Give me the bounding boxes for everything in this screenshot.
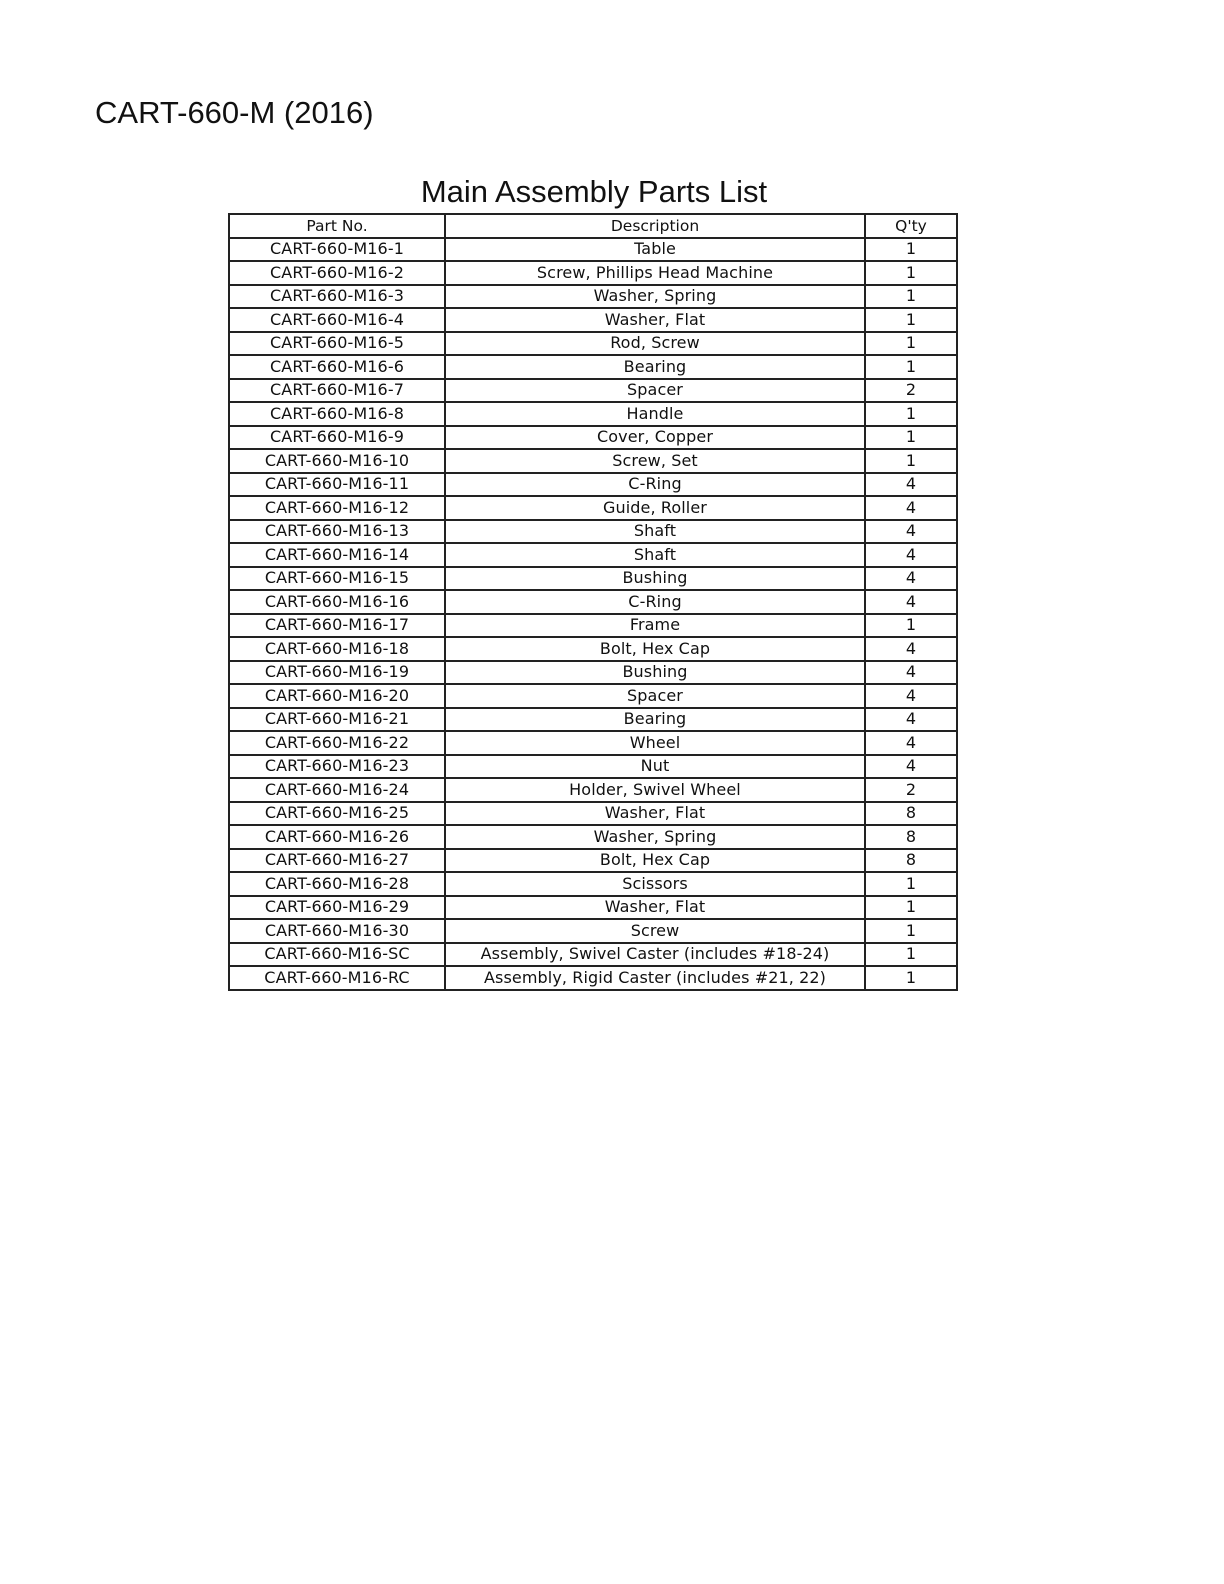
header-qty: Q'ty [865, 214, 957, 238]
cell-part-no: CART-660-M16-27 [229, 849, 445, 873]
cell-part-no: CART-660-M16-28 [229, 872, 445, 896]
cell-qty: 4 [865, 473, 957, 497]
cell-qty: 2 [865, 379, 957, 403]
cell-part-no: CART-660-M16-3 [229, 285, 445, 309]
table-row [229, 332, 957, 356]
cell-qty: 4 [865, 708, 957, 732]
cell-description: Washer, Flat [445, 308, 865, 332]
cell-qty: 2 [865, 778, 957, 802]
cell-part-no: CART-660-M16-5 [229, 332, 445, 356]
cell-description: Bushing [445, 567, 865, 591]
cell-qty: 1 [865, 261, 957, 285]
cell-qty: 1 [865, 614, 957, 638]
header-description: Description [445, 214, 865, 238]
cell-description: C-Ring [445, 590, 865, 614]
cell-description: C-Ring [445, 473, 865, 497]
cell-part-no: CART-660-M16-4 [229, 308, 445, 332]
cell-qty: 1 [865, 426, 957, 450]
cell-description: Bushing [445, 661, 865, 685]
table-row [229, 896, 957, 920]
table-row [229, 802, 957, 826]
cell-part-no: CART-660-M16-SC [229, 943, 445, 967]
cell-part-no: CART-660-M16-25 [229, 802, 445, 826]
cell-part-no: CART-660-M16-18 [229, 637, 445, 661]
cell-description: Handle [445, 402, 865, 426]
document-title: CART-660-M (2016) [95, 95, 374, 130]
cell-qty: 1 [865, 285, 957, 309]
table-row [229, 755, 957, 779]
cell-description: Shaft [445, 543, 865, 567]
cell-description: Shaft [445, 520, 865, 544]
cell-qty: 4 [865, 543, 957, 567]
cell-part-no: CART-660-M16-19 [229, 661, 445, 685]
table-row [229, 614, 957, 638]
cell-description: Washer, Spring [445, 285, 865, 309]
table-row [229, 567, 957, 591]
parts-table [228, 213, 958, 991]
cell-qty: 4 [865, 731, 957, 755]
table-row [229, 426, 957, 450]
cell-description: Wheel [445, 731, 865, 755]
cell-description: Washer, Spring [445, 825, 865, 849]
table-row [229, 919, 957, 943]
table-row [229, 379, 957, 403]
table-row [229, 543, 957, 567]
cell-part-no: CART-660-M16-20 [229, 684, 445, 708]
cell-part-no: CART-660-M16-21 [229, 708, 445, 732]
parts-list-title: Main Assembly Parts List [420, 174, 768, 209]
table-row [229, 473, 957, 497]
cell-part-no: CART-660-M16-11 [229, 473, 445, 497]
cell-description: Frame [445, 614, 865, 638]
cell-description: Guide, Roller [445, 496, 865, 520]
cell-part-no: CART-660-M16-14 [229, 543, 445, 567]
cell-qty: 1 [865, 943, 957, 967]
cell-qty: 8 [865, 802, 957, 826]
table-row [229, 449, 957, 473]
cell-part-no: CART-660-M16-RC [229, 966, 445, 990]
cell-description: Washer, Flat [445, 896, 865, 920]
cell-description: Screw [445, 919, 865, 943]
cell-qty: 4 [865, 567, 957, 591]
cell-part-no: CART-660-M16-7 [229, 379, 445, 403]
cell-qty: 1 [865, 308, 957, 332]
cell-part-no: CART-660-M16-24 [229, 778, 445, 802]
cell-qty: 4 [865, 755, 957, 779]
cell-qty: 1 [865, 449, 957, 473]
cell-qty: 4 [865, 637, 957, 661]
cell-description: Spacer [445, 684, 865, 708]
cell-qty: 4 [865, 590, 957, 614]
table-row [229, 825, 957, 849]
cell-part-no: CART-660-M16-13 [229, 520, 445, 544]
table-row [229, 590, 957, 614]
cell-description: Bearing [445, 708, 865, 732]
cell-qty: 1 [865, 355, 957, 379]
cell-qty: 1 [865, 872, 957, 896]
cell-qty: 4 [865, 520, 957, 544]
cell-description: Assembly, Rigid Caster (includes #21, 22) [445, 966, 865, 990]
cell-description: Assembly, Swivel Caster (includes #18-24) [445, 943, 865, 967]
cell-part-no: CART-660-M16-6 [229, 355, 445, 379]
table-row [229, 708, 957, 732]
cell-description: Screw, Phillips Head Machine [445, 261, 865, 285]
cell-qty: 4 [865, 496, 957, 520]
table-row [229, 731, 957, 755]
table-row [229, 402, 957, 426]
parts-table-header [229, 214, 957, 238]
cell-qty: 4 [865, 661, 957, 685]
cell-qty: 1 [865, 402, 957, 426]
cell-description: Screw, Set [445, 449, 865, 473]
cell-qty: 8 [865, 825, 957, 849]
cell-description: Bolt, Hex Cap [445, 637, 865, 661]
table-row [229, 849, 957, 873]
cell-description: Cover, Copper [445, 426, 865, 450]
cell-description: Rod, Screw [445, 332, 865, 356]
cell-qty: 1 [865, 919, 957, 943]
cell-qty: 8 [865, 849, 957, 873]
table-row [229, 238, 957, 262]
cell-description: Bearing [445, 355, 865, 379]
cell-qty: 1 [865, 896, 957, 920]
cell-part-no: CART-660-M16-29 [229, 896, 445, 920]
table-row [229, 966, 957, 990]
cell-part-no: CART-660-M16-15 [229, 567, 445, 591]
cell-description: Nut [445, 755, 865, 779]
table-row [229, 520, 957, 544]
table-row [229, 308, 957, 332]
cell-description: Spacer [445, 379, 865, 403]
cell-part-no: CART-660-M16-23 [229, 755, 445, 779]
cell-part-no: CART-660-M16-16 [229, 590, 445, 614]
cell-part-no: CART-660-M16-22 [229, 731, 445, 755]
cell-part-no: CART-660-M16-2 [229, 261, 445, 285]
cell-qty: 1 [865, 332, 957, 356]
table-row [229, 261, 957, 285]
table-row [229, 637, 957, 661]
cell-qty: 1 [865, 966, 957, 990]
cell-part-no: CART-660-M16-30 [229, 919, 445, 943]
table-row [229, 661, 957, 685]
cell-part-no: CART-660-M16-17 [229, 614, 445, 638]
cell-part-no: CART-660-M16-10 [229, 449, 445, 473]
table-row [229, 496, 957, 520]
table-row [229, 778, 957, 802]
table-row [229, 285, 957, 309]
table-row [229, 943, 957, 967]
cell-qty: 1 [865, 238, 957, 262]
cell-description: Bolt, Hex Cap [445, 849, 865, 873]
cell-part-no: CART-660-M16-8 [229, 402, 445, 426]
header-part-no: Part No. [229, 214, 445, 238]
table-row [229, 872, 957, 896]
cell-description: Washer, Flat [445, 802, 865, 826]
table-row [229, 684, 957, 708]
table-row [229, 355, 957, 379]
cell-description: Scissors [445, 872, 865, 896]
cell-part-no: CART-660-M16-1 [229, 238, 445, 262]
cell-part-no: CART-660-M16-9 [229, 426, 445, 450]
parts-table-body [229, 238, 957, 990]
header-row [229, 214, 957, 238]
cell-part-no: CART-660-M16-26 [229, 825, 445, 849]
cell-part-no: CART-660-M16-12 [229, 496, 445, 520]
cell-description: Holder, Swivel Wheel [445, 778, 865, 802]
cell-qty: 4 [865, 684, 957, 708]
cell-description: Table [445, 238, 865, 262]
